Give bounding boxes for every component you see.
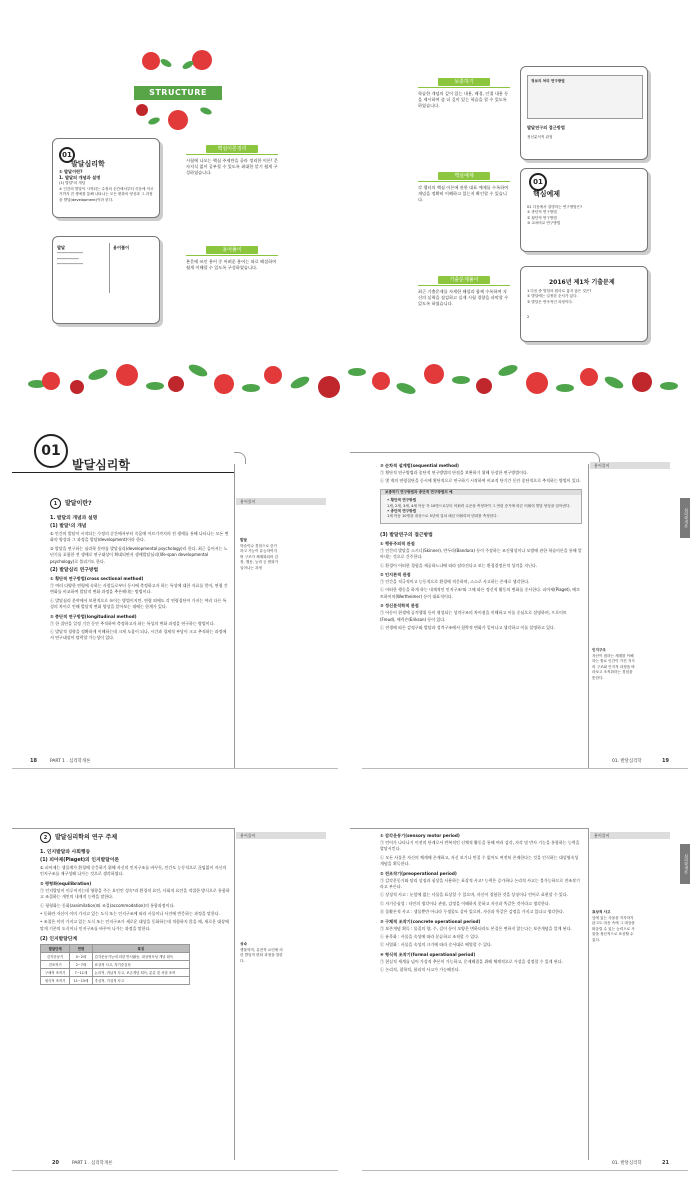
card-line: ③ 교차비교 연구방법 bbox=[527, 221, 561, 226]
sidebar-term: 성숙 bbox=[240, 942, 247, 946]
supplement-box-head: 보충하기 연구방법과 종단적 연구방법의 예 bbox=[381, 490, 581, 495]
card-line: 발달연구의 접근방법 bbox=[527, 125, 565, 130]
page-footer-text: 01. 발달심리학 bbox=[612, 759, 642, 764]
heading-1: 1. 발달의 개념과 설명 bbox=[50, 516, 98, 521]
sidebar-head: 용어풀이 bbox=[236, 832, 326, 839]
paragraph: ② 발달을 연구하는 심리학 분야를 발달심리(developmental psychology)라 한다. 최근 들어서는 노년기를 포함한 전 생애로 연구대상이 확대되면서 생애발달심리(life-span developmental psychology)로 불리기도 한다. bbox=[50, 545, 228, 564]
card-sidebar-head: 용어풀이 bbox=[113, 245, 130, 250]
paragraph: ㉠ 인간의 발달을 스키너(Skinner), 반두라(Bandura) 등이 주장하는 조건형성이나 모방에 관한 학습이론을 통해 알아내는 것으로 간주한다. bbox=[380, 547, 582, 560]
sidebar-term: 인지구조 bbox=[592, 648, 606, 652]
paragraph: ㉡ 발달심리 분야에서 보편적으로 쓰이는 방법이지만, 연령 외에도 각 연령집단이 가지는 여러 다른 특성의 차이로 인해 발달적 변화 양상을 알아보는 데에는 한계가 있다. bbox=[50, 597, 227, 610]
paragraph: ㉡ 상징적 사고 : 눈앞에 없는 사물을 표상할 수 있으며, 자신이 경험한 것을 상징이나 언어로 표현할 수 있다. bbox=[380, 892, 568, 898]
paragraph: • 조절은 이미 가지고 있는 도식 또는 인지구조가 새로운 대상을 동화하는데 적합하지 않을 때, 새로운 대상에 맞게 기존의 도식이나 인지구조를 바꾸어 나가는 과정을 말한다. bbox=[40, 919, 229, 931]
chapter-number: 01 bbox=[34, 434, 68, 468]
paragraph: ㉡ 몇 개의 연령집단을 동시에 횡단적으로 연구하기 시작하여 비교적 단기간 동안 종단적으로 추적하는 방법이 있다. bbox=[380, 478, 581, 484]
card-line: ① 발달에는 일정한 순서가 있다. bbox=[527, 294, 578, 299]
label-theory-text: 시험에 나오는 핵심 주제만을 골라 정리한 이론! 문자지식 없이 공부할 수 있도록 최대한 알기 쉽게 구성하였습니다. bbox=[186, 158, 278, 176]
heading-1: 1. 인지발달과 사회행동 bbox=[40, 850, 91, 855]
paragraph: ㉠ 횡단적 연구방법과 종단적 연구방법의 단점을 보완하기 위해 등장한 연구방법이다. bbox=[380, 470, 529, 475]
card-line: (1) 발달¹의 개념 bbox=[59, 181, 86, 186]
paragraph: ㉡ 논리적, 철학적, 합리적 사고가 가능해진다. bbox=[380, 967, 460, 973]
table-row bbox=[41, 961, 190, 969]
page-footer-text: 01. 발달심리학 bbox=[612, 1161, 642, 1166]
preview-card-exam bbox=[520, 266, 648, 342]
card-line: 1. 발달의 개념과 설명 bbox=[59, 175, 101, 181]
card-line: ② 발달은 연속적인 과정이다. bbox=[527, 299, 573, 304]
paragraph: • 동화란 자신이 이미 가지고 있는 도식 또는 인지구조에 따라 사물이나 사건에 반응하는 과정을 말한다. bbox=[40, 911, 220, 917]
table-header: 연령 bbox=[70, 945, 92, 953]
paragraph: ㉣ 물활론적 사고 : 생물뿐만 아니라 무생물도 살아 있으며, 자신과 똑같은 감정을 가지고 있다고 생각한다. bbox=[380, 909, 565, 915]
preview-card-sidebar: 발달 ━━━━━━━━━━━━ ━━━━━━━━━━ ━━━━━━━━━━━━ 용어풀이 bbox=[52, 236, 160, 324]
page-18 bbox=[0, 428, 350, 788]
sidebar-term: 발달 bbox=[240, 538, 247, 542]
card-line: 발달 bbox=[57, 245, 66, 250]
section-number: 2 bbox=[40, 832, 51, 843]
label-exam-tag: 기출문제풀이 bbox=[438, 276, 490, 284]
label-supplement-text: 학습한 개념의 깊이 있는 내용, 배경, 인접 내용 등을 제시하여 좀 더 깊이 있는 학습을 할 수 있도록 하였습니다. bbox=[418, 91, 509, 109]
page-19 bbox=[350, 428, 700, 788]
section-title: 발달이란? bbox=[65, 499, 92, 507]
label-theory-tag: 핵심이론정리 bbox=[206, 145, 258, 153]
table-cell: 표상적 사고, 자기중심성 bbox=[92, 961, 189, 969]
table-header: 발달단계 bbox=[41, 945, 70, 953]
paragraph: ㉡ 유목화 : 사물을 속성에 따라 분류하고 조직할 수 있다. bbox=[380, 934, 480, 940]
box-line: • 종단적 연구방법 bbox=[387, 509, 417, 514]
sidebar-head: 용어풀이 bbox=[590, 832, 670, 839]
paragraph: ㉠ 한 집단을 일정 기간 동안 추적하여 측정하고자 하는 특성의 변화 과정을 연구하는 방법이다. bbox=[50, 620, 215, 626]
paragraph: ㉡ 어떠한 행동을 하게 하는 내재적인 인지구조²와 그에 따른 정신적 활동의 변화를 중시한다. 피아제(Piaget), 베르트하이머(Wertheimer) 등이 대표적이다. bbox=[380, 587, 580, 599]
paragraph: ㉡ 평형화는 동화(assimilation)와 조절(accommodation)의 통합과정이다. bbox=[40, 902, 175, 908]
sidebar-text: 학습이나 경험으로 증가하고 기능이 유능하여지며 구조가 체계화되어 감정, 행동, 능력 등 변화가 일어나는 과정 bbox=[240, 544, 279, 570]
paragraph: ㉢ 서열화 : 사물을 속성의 크기에 따라 순서대로 배열할 수 있다. bbox=[380, 942, 493, 948]
table-cell: 추상적, 가설적 사고 bbox=[92, 977, 189, 985]
paragraph: ㉢ 자기중심성 : 타인의 생각이나 관점, 감정을 이해하지 못하고 자신과 똑같은 것이라고 생각한다. bbox=[380, 900, 550, 906]
paragraph: ㉠ 인간을 적극적이고 능동적으로 환경에 적응하며, 스스로 사고하는 존재로 생각한다. bbox=[380, 579, 530, 585]
heading-3: (2) 발달심리 연구방법 bbox=[50, 568, 99, 574]
paragraph: ㉠ 인지발달이 이루어지는데 영향을 주는 요인인 성숙³과 환경적 요인, 사회적 요인을 적절한 방식으로 통합하고 조절하는 개인의 내재적 능력을 말한다. bbox=[40, 887, 230, 900]
label-exam-text: 최근 기출문제를 자세한 해설과 함께 수록하여 자신의 실력을 점검하고 실제 시험 경향을 파악할 수 있도록 하였습니다. bbox=[418, 289, 509, 307]
page-number: 18 bbox=[30, 758, 37, 764]
paragraph: ㉠ 여러 다양한 연령에 속하는 사람들로부터 동시에 측정하고자 하는 특성에 대한 자료를 얻어, 연령 간 변화를 비교하여 발달적 변화 과정을 추론해내는 방법이다. bbox=[50, 583, 228, 595]
paragraph: ㉡ 전생에 따른 감정구와 발달과 성격구조에서 침략적 변화가 일어나고 생각하고 이를 설명하고 있다. bbox=[380, 625, 556, 631]
card-chapter-number: 01 bbox=[59, 147, 75, 163]
heading-4: ① 횡단적 연구방법(cross sectional method) bbox=[50, 576, 144, 582]
heading-2: (3) 발달연구의 접근방법 bbox=[380, 532, 433, 538]
label-example-text: 각 챕터의 핵심 이론에 관한 대표 예제를 수록하여 개념을 정확히 이해하고 있는지 확인할 수 있습니다. bbox=[418, 185, 509, 203]
development-stage-table bbox=[40, 944, 190, 985]
structure-title: STRUCTURE bbox=[134, 86, 222, 100]
sidebar-text: 자신이 접하는 세계를 이해하는 틀로 인간이 가진 지식의 구조와 인지적 과정을 바라보고 조직화하는 경험을 뜻한다. bbox=[592, 654, 635, 680]
spread-20-21 bbox=[0, 820, 700, 1180]
heading-1: ① 감각운동기(sensory motor period) bbox=[380, 833, 460, 838]
card-line: 01 다음에서 설명하는 연구방법은? bbox=[527, 205, 583, 209]
side-tab: 심리학개론 bbox=[680, 844, 690, 884]
section-number: 1 bbox=[50, 498, 61, 509]
label-glossary bbox=[186, 246, 278, 271]
card-line: ① 인간의 발달이 시작되는 수정의 순간에서부터 죽음에 이르기까지 전 생애를 통해 나타나는 모든 변화의 양상과 그 과정을 발달(development)이라 한다. bbox=[59, 186, 154, 202]
heading-4: (2) 인지발달단계 bbox=[40, 937, 78, 943]
table-cell: 구체적 조작기 bbox=[41, 969, 70, 977]
heading-1: ③ 순차적 설계법(sequential method) bbox=[380, 463, 459, 468]
label-exam bbox=[418, 276, 510, 308]
section-title: 발달심리학의 연구 주제 bbox=[55, 833, 118, 841]
heading-2: (1) 피아제(Piaget)의 인지발달이론 bbox=[40, 858, 120, 863]
card-line: ① 발달이란? bbox=[59, 169, 83, 174]
heading-4: ④ 형식적 조작기(formal operational period) bbox=[380, 951, 476, 957]
box-line: 1세 아동 10명을 대상으로 5년에 걸쳐 매년 어휘력의 변화를 측정한다. bbox=[387, 514, 498, 519]
label-example bbox=[418, 172, 510, 204]
table-row bbox=[41, 969, 190, 977]
table-cell: 감각운동기능에 의한 반사활동, 대상영속성 개념 획득 bbox=[92, 953, 189, 961]
paragraph: ㉡ 발달적 경향을 정확하게 이해하는데 크게 도움이 되나, 시간과 경제적 부담이 크고 추적하는 과정에서 연구대상이 탈락할 가능성이 있다. bbox=[50, 629, 227, 641]
label-example-tag: 핵심예제 bbox=[438, 172, 490, 180]
paragraph: ㉡ 환경이 어떠한 경험을 제공하느냐에 따라 달라진다고 보는 환경결정론적 성격을 지닌다. bbox=[380, 562, 538, 568]
heading-4: ② 인지론적 관점 bbox=[380, 572, 411, 578]
page-number: 20 bbox=[52, 1160, 59, 1166]
card-line: ② 횡단적 연구방법 bbox=[527, 215, 557, 220]
flower-border bbox=[28, 350, 692, 410]
preview-card-supplement bbox=[520, 66, 648, 160]
card-exam-title: 2016년 제1차 기출문제 bbox=[549, 279, 615, 286]
label-glossary-tag: 용어풀이 bbox=[206, 246, 258, 254]
table-cell: 형식적 조작기 bbox=[41, 977, 70, 985]
structure-spread bbox=[0, 0, 700, 410]
sidebar-term: 표상적 사고 bbox=[592, 910, 611, 914]
heading-3: ① 행동주의적 관점 bbox=[380, 540, 415, 546]
page-number: 19 bbox=[662, 758, 669, 764]
page-21 bbox=[350, 820, 700, 1180]
sidebar-head: 용어풀이 bbox=[236, 498, 326, 505]
box-line: • 횡단적 연구방법 bbox=[387, 498, 417, 503]
sidebar-head: 용어풀이 bbox=[590, 462, 670, 469]
table-header: 특징 bbox=[92, 945, 189, 953]
preview-card-chapter bbox=[52, 138, 160, 218]
heading-2: ② 전조작기(preoperational period) bbox=[380, 870, 457, 876]
heading-3: ③ 구체적 조작기(concrete operational period) bbox=[380, 918, 481, 924]
label-theory bbox=[186, 145, 278, 177]
sidebar-text: 앞에 있는 사물을 지각하지 않고도 마음 속에 그 대상을 떠올릴 수 있는 능력으로 사물을 정신적으로 표상할 수 있다. bbox=[592, 916, 635, 942]
heading-5: ② 종단적 연구방법(longitudinal method) bbox=[50, 613, 137, 619]
table-cell: 7~11세 bbox=[70, 969, 92, 977]
label-supplement bbox=[418, 78, 510, 110]
table-cell: 11~15세 bbox=[70, 977, 92, 985]
table-cell: 2~7세 bbox=[70, 961, 92, 969]
heading-3: ② 평형화(equilibration) bbox=[40, 880, 92, 886]
page-footer-text: PART 1 . 심리학개론 bbox=[50, 759, 91, 764]
heading-5: ③ 정신분석학적 관점 bbox=[380, 603, 419, 609]
table-row bbox=[41, 953, 190, 961]
structure-wreath bbox=[130, 48, 226, 138]
table-cell: 0~2세 bbox=[70, 953, 92, 961]
table-row bbox=[41, 977, 190, 985]
card-example-title: 핵심예제 bbox=[533, 190, 561, 198]
table-cell: 논리적, 귀납적 사고, 보존개념 획득, 분류 및 서열 조작 bbox=[92, 969, 189, 977]
heading-2: (1) 발달¹의 개념 bbox=[50, 524, 87, 529]
paragraph: ① 인간의 발달이 시작되는 수정의 순간에서부터 죽음에 이르기까지의 전 생애를 통해 나타나는 모든 변화의 양상과 그 과정을 발달(development)이라 한다. bbox=[50, 531, 229, 543]
card-line: 1 다음 중 발달의 원리로 옳지 않은 것은? bbox=[527, 289, 592, 293]
page-footer-text: PART 1 . 심리학개론 bbox=[72, 1161, 113, 1166]
supplement-box bbox=[380, 489, 582, 524]
paragraph: ① 피아제는 생물계가 환경에 순응하기 위해 자신의 인지구조를 바꾸듯, 인간도 능동적으로 끊임없이 자신의 인지구조를 재구성해 나가는 것으로 생각하였다. bbox=[40, 865, 227, 877]
sidebar-text: 생물학적, 유전적 요인에 의한 발달적 변화 과정을 말한다. bbox=[240, 948, 283, 963]
side-tab: 심리학개론 bbox=[680, 498, 690, 538]
card-chapter-title: 발달심리학 bbox=[71, 160, 105, 168]
card-line: 정신분석적 관점 bbox=[527, 135, 553, 139]
paragraph: ㉡ 모든 사물은 자신의 체계에 존재하고, 자신 보기나 만질 수 없어도 여전히 존재한다는 것을 인식하는 대상영속성 개념을 획득한다. bbox=[380, 854, 579, 867]
paragraph: ㉠ 보존개념 획득 : 물질의 양, 수, 길이 등이 모양은 변하더라도 본질은 변하지 않는다는 보존개념을 알게 된다. bbox=[380, 925, 572, 931]
label-glossary-text: 본문에 쓰인 용어 중 어려운 용어는 따로 해설하여 쉽게 이해할 수 있도록 구성하였습니다. bbox=[186, 259, 277, 271]
chapter-title: 발달심리학 bbox=[72, 458, 130, 472]
box-line: 1세, 2세, 3세, 4세 아동 각 10명으로부터 어휘력 수준을 측정하여 그 연령 증가에 따른 어휘력 발달 양상을 알아낸다. bbox=[387, 503, 571, 508]
paragraph: ㉠ 감각운동기와 달리 상징과 심상을 사용하는 표상적 사고⁴ 능력은 증가하나 논리적 사고는 불가능하므로 전조작기라고 부른다. bbox=[380, 877, 580, 890]
page-number: 21 bbox=[662, 1160, 669, 1166]
card-line: 정보의 처리 연구방법 bbox=[531, 79, 565, 83]
paragraph: ㉠ 언어가 나타나기 이전의 단계로서 반복적인 신체적 활동을 통해 여러 감각, 자각 및 반사 기능을 통합하는 능력을 발달시킨다. bbox=[380, 840, 580, 852]
preview-card-example bbox=[520, 168, 648, 252]
card-line: 2 bbox=[527, 315, 530, 320]
table-cell: 전조작기 bbox=[41, 961, 70, 969]
table-cell: 감각운동기 bbox=[41, 953, 70, 961]
paragraph: ㉠ 아동이 현생에 공격행위 등이 형성되는 성격구조의 차이점을 이해하고 이를 중심으로 설명하며, 프로이트(Freud), 에릭슨(Erikson) 등이 있다. bbox=[380, 610, 567, 622]
card-example-number: 01 bbox=[529, 173, 547, 191]
label-supplement-tag: 보충하기 bbox=[438, 78, 490, 86]
page-20 bbox=[0, 820, 350, 1180]
card-line: ① 종단적 연구방법 bbox=[527, 210, 557, 215]
spread-18-19 bbox=[0, 428, 700, 788]
paragraph: ㉠ 현실적 세계를 넘어 가상적 추론이 가능하고, 문제해결을 위해 체계적으로 가설을 설정할 수 있게 된다. bbox=[380, 958, 563, 964]
